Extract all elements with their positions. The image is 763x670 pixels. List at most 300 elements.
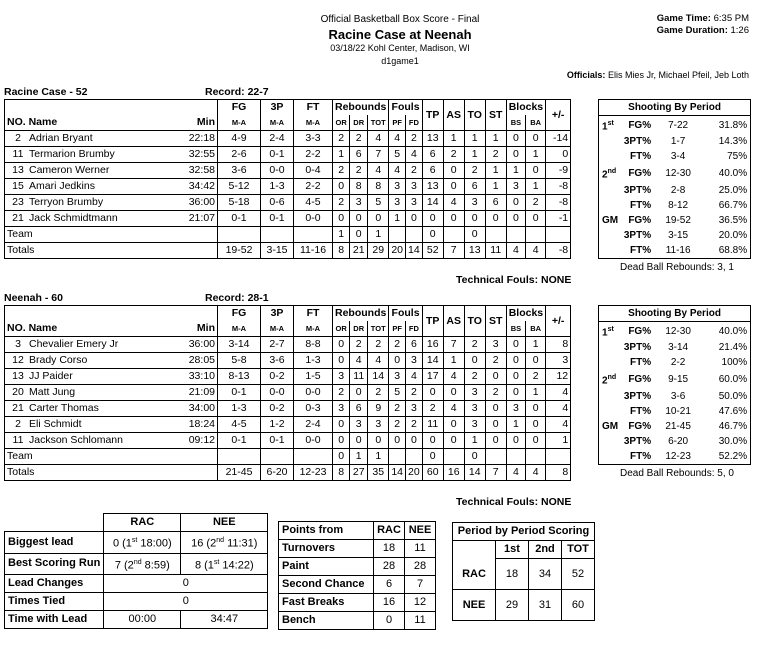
stat-cell: 14	[422, 353, 443, 369]
stat-cell: 6	[422, 163, 443, 179]
shooting-pct: 31.8%	[718, 119, 748, 131]
column-subheader: PF	[389, 321, 406, 337]
player-number: 13	[12, 370, 24, 382]
shooting-pct: 100%	[721, 357, 748, 369]
player-row	[5, 369, 571, 385]
player-row	[5, 211, 571, 227]
stat-cell: 3	[464, 195, 485, 211]
player-minutes: 18:24	[183, 417, 218, 433]
stat-cell: 0	[333, 179, 350, 195]
stat-cell: 6	[422, 147, 443, 163]
player-name	[5, 211, 184, 227]
stat-cell: 0	[464, 227, 485, 243]
player-name	[5, 353, 184, 369]
player-row	[5, 131, 571, 147]
shooting-row	[599, 228, 751, 243]
shooting-pct: 40.0%	[718, 325, 748, 337]
column-header: FT	[294, 100, 333, 116]
shooting-period	[599, 404, 619, 419]
stat-cell: 4	[406, 369, 423, 385]
player-name-text: Jackson Schlomann	[29, 434, 123, 446]
stat-cell: 0-2	[261, 369, 294, 385]
column-header-min: Min	[183, 115, 218, 131]
column-header: FG	[218, 306, 261, 322]
shooting-row	[599, 164, 751, 182]
stat-cell: 3	[506, 179, 525, 195]
stat-cell: 2	[389, 417, 406, 433]
stat-cell: 2	[485, 353, 506, 369]
column-header: Fouls	[389, 100, 422, 116]
stat-cell: 1	[443, 131, 464, 147]
stat-cell: 12	[546, 369, 571, 385]
stat-cell: 0	[485, 401, 506, 417]
player-number: 13	[12, 164, 24, 176]
stat-cell: 5	[389, 147, 406, 163]
total-cell: 29	[368, 243, 389, 259]
column-header: ST	[485, 306, 506, 337]
stat-cell: 3	[406, 179, 423, 195]
stat-cell: 0	[526, 433, 546, 449]
summary-value: 00:00	[104, 611, 181, 629]
stat-cell: 2	[333, 163, 350, 179]
game-id: d1game1	[381, 56, 419, 66]
stat-cell: 0-6	[261, 195, 294, 211]
shooting-stat-label: FG%	[628, 119, 652, 131]
total-cell: 4	[506, 243, 525, 259]
points-from-label: Turnovers	[279, 540, 374, 558]
stat-cell: 3	[546, 353, 571, 369]
player-name	[5, 195, 184, 211]
stat-cell: 1	[506, 417, 525, 433]
total-cell: 35	[368, 465, 389, 481]
shooting-pct: 66.7%	[718, 199, 748, 211]
stat-cell: 1	[485, 179, 506, 195]
team1-technical-fouls: Technical Fouls: NONE	[456, 274, 572, 286]
player-name	[5, 369, 184, 385]
shooting-row	[599, 449, 751, 465]
stat-cell: 2	[333, 385, 350, 401]
team2-boxscore	[4, 305, 571, 481]
player-row	[5, 179, 571, 195]
stat-cell: 3	[389, 179, 406, 195]
column-header: FG	[218, 100, 261, 116]
stat-cell: 5	[389, 385, 406, 401]
game-summary-table	[4, 513, 268, 629]
points-from-row	[279, 612, 436, 630]
stat-cell: 3	[485, 337, 506, 353]
total-cell: 52	[422, 243, 443, 259]
shooting-period: 2nd	[602, 374, 617, 387]
stat-cell: 0	[485, 369, 506, 385]
stat-cell: 0	[506, 147, 525, 163]
stat-cell: 0	[350, 211, 368, 227]
stat-cell: 2	[526, 369, 546, 385]
stat-cell: 4	[546, 385, 571, 401]
total-cell: 11	[485, 243, 506, 259]
points-from-table	[278, 521, 436, 630]
shooting-pct: 75%	[727, 151, 748, 163]
stat-cell: 2-4	[261, 131, 294, 147]
total-cell: 14	[464, 465, 485, 481]
period-score: 29	[496, 590, 529, 621]
stat-cell: 2	[485, 385, 506, 401]
stat-cell: 6	[485, 195, 506, 211]
stat-cell: 3	[464, 385, 485, 401]
team-row	[5, 227, 571, 243]
stat-cell: 2	[406, 163, 423, 179]
points-from-row	[279, 576, 436, 594]
points-from-row	[279, 540, 436, 558]
shooting-pct: 30.0%	[718, 435, 748, 447]
player-number: 12	[12, 354, 24, 366]
player-name-text: Carter Thomas	[29, 402, 99, 414]
total-cell: 7	[485, 465, 506, 481]
column-header: TO	[464, 100, 485, 131]
shooting-period	[599, 389, 619, 404]
points-from-value: 28	[374, 558, 405, 576]
stat-cell: 0	[464, 211, 485, 227]
player-minutes: 36:00	[183, 195, 218, 211]
stat-cell: 0	[422, 385, 443, 401]
shooting-stat-label: 3PT%	[623, 136, 652, 148]
total-cell: -8	[546, 243, 571, 259]
player-name-text: Amari Jedkins	[29, 180, 95, 192]
stat-cell: 5-18	[218, 195, 261, 211]
game-duration-label: Game Duration:	[656, 25, 728, 36]
stat-cell: 5-8	[218, 353, 261, 369]
stat-cell: 2-4	[294, 417, 333, 433]
stat-cell: 1-5	[294, 369, 333, 385]
stat-cell: -14	[546, 131, 571, 147]
stat-cell: 16	[422, 337, 443, 353]
stat-cell: 0-1	[218, 433, 261, 449]
stat-cell: 0	[406, 433, 423, 449]
totals-label: Totals	[5, 243, 184, 259]
stat-cell: 1	[526, 385, 546, 401]
stat-cell: 6	[464, 179, 485, 195]
player-row	[5, 353, 571, 369]
stat-cell: 2	[350, 131, 368, 147]
stat-cell: 4-9	[218, 131, 261, 147]
stat-cell: 0-0	[294, 385, 333, 401]
summary-value: 7 (2nd 8:59)	[104, 553, 181, 575]
shooting-row	[599, 404, 751, 419]
stat-cell: 0-0	[294, 211, 333, 227]
stat-cell: 0	[350, 385, 368, 401]
shooting-stat-label: FT%	[630, 450, 652, 462]
player-minutes: 32:58	[183, 163, 218, 179]
column-header-player: NO. Name	[5, 321, 184, 337]
summary-row-biggest-lead	[5, 532, 268, 554]
total-cell: 13	[464, 243, 485, 259]
stat-cell: 0	[526, 211, 546, 227]
summary-label: Time with Lead	[5, 611, 104, 629]
player-row	[5, 337, 571, 353]
stat-cell: 2	[333, 195, 350, 211]
total-cell: 19-52	[218, 243, 261, 259]
team-row-label: Team	[5, 449, 184, 465]
stat-cell: 0	[333, 417, 350, 433]
stat-cell: 0	[406, 211, 423, 227]
stat-cell: 2	[368, 337, 389, 353]
shooting-made-attempted: 6-20	[668, 435, 689, 447]
points-from-rac-header: RAC	[374, 522, 405, 540]
stat-cell: 0	[506, 337, 525, 353]
stat-cell: 0	[506, 211, 525, 227]
stat-cell: 0-0	[294, 433, 333, 449]
shooting-row	[599, 134, 751, 149]
shooting-table	[598, 305, 751, 465]
player-name	[5, 163, 184, 179]
shooting-made-attempted: 11-16	[665, 244, 691, 256]
officials	[567, 70, 749, 80]
points-from-title: Points from	[279, 522, 374, 540]
stat-cell: 1	[546, 433, 571, 449]
player-name-text: Cameron Werner	[29, 164, 110, 176]
stat-cell: 8	[350, 179, 368, 195]
period-score-total: 52	[562, 559, 595, 590]
stat-cell: 0	[506, 369, 525, 385]
stat-cell: 2	[368, 385, 389, 401]
player-number: 3	[15, 338, 21, 350]
stat-cell: 2	[389, 401, 406, 417]
summary-label: Best Scoring Run	[5, 553, 104, 575]
stat-cell: 0	[443, 417, 464, 433]
summary-rac-header: RAC	[104, 514, 181, 532]
game-title: Racine Case at Neenah	[328, 27, 472, 42]
stat-cell: 8	[546, 337, 571, 353]
summary-nee-header: NEE	[181, 514, 268, 532]
stat-cell: 3	[368, 417, 389, 433]
stat-cell: 1	[526, 179, 546, 195]
team2-shooting-by-period	[598, 305, 751, 465]
player-number: 20	[12, 386, 24, 398]
player-row	[5, 163, 571, 179]
stat-cell: 1	[350, 449, 368, 465]
shooting-pct: 20.0%	[718, 229, 748, 241]
stat-cell: 1	[464, 433, 485, 449]
stat-cell: 0-1	[218, 385, 261, 401]
period-score-total: 60	[562, 590, 595, 621]
stat-cell: 2	[464, 369, 485, 385]
shooting-period	[599, 340, 619, 355]
stat-cell: 13	[422, 131, 443, 147]
shooting-stat-label: FG%	[628, 214, 652, 226]
column-header-blank	[5, 306, 184, 322]
officials-label: Officials:	[566, 70, 606, 80]
stat-cell: 0	[333, 433, 350, 449]
player-number: 15	[12, 180, 24, 192]
stat-cell: 3-6	[218, 163, 261, 179]
shooting-made-attempted: 2-2	[670, 357, 686, 369]
stat-cell: 3	[333, 369, 350, 385]
player-name	[5, 147, 184, 163]
shooting-stat-label: 3PT%	[623, 184, 652, 196]
column-subheader: FD	[406, 115, 423, 131]
stat-cell: 3-14	[218, 337, 261, 353]
period-scoring-row	[453, 559, 595, 590]
summary-label: Biggest lead	[5, 532, 104, 554]
stat-cell: 0-1	[261, 147, 294, 163]
shooting-row	[599, 213, 751, 228]
shooting-made-attempted: 19-52	[665, 214, 691, 226]
shooting-stat-label: FT%	[630, 199, 652, 211]
stat-cell: 0	[464, 353, 485, 369]
shooting-table	[598, 99, 751, 259]
shooting-pct: 46.7%	[718, 420, 748, 432]
shooting-made-attempted: 21-45	[665, 420, 691, 432]
shooting-made-attempted: 1-7	[670, 136, 686, 148]
shooting-stat-label: FT%	[630, 151, 652, 163]
column-header-blank	[5, 100, 184, 116]
player-row	[5, 385, 571, 401]
stat-cell: 0	[368, 433, 389, 449]
shooting-title: Shooting By Period	[599, 306, 751, 322]
stat-cell: 2	[443, 147, 464, 163]
stat-cell: 0	[506, 385, 525, 401]
points-from-value: 12	[405, 594, 436, 612]
column-header: Fouls	[389, 306, 422, 322]
stat-cell: 6	[350, 401, 368, 417]
total-cell: 7	[443, 243, 464, 259]
stat-cell: -1	[546, 211, 571, 227]
stat-cell: 2	[464, 337, 485, 353]
summary-value: 0	[104, 575, 268, 593]
stat-cell: 2	[485, 147, 506, 163]
stat-cell: 0-0	[261, 163, 294, 179]
stat-cell: 3	[464, 401, 485, 417]
game-time-label: Game Time:	[656, 13, 711, 24]
summary-row-times-tied	[5, 593, 268, 611]
player-name	[5, 131, 184, 147]
stat-cell: 0-3	[294, 401, 333, 417]
summary-row-time-with-lead	[5, 611, 268, 629]
column-header: 3P	[261, 100, 294, 116]
shooting-period	[599, 355, 619, 370]
total-cell: 3-15	[261, 243, 294, 259]
shooting-made-attempted: 10-21	[665, 405, 691, 417]
player-number: 23	[12, 196, 24, 208]
boxscore-table	[4, 305, 571, 481]
shooting-row	[599, 370, 751, 388]
player-minutes: 36:00	[183, 337, 218, 353]
officials-value: Elis Mies Jr, Michael Pfeil, Jeb Loth	[607, 70, 749, 80]
total-cell: 8	[333, 465, 350, 481]
shooting-title: Shooting By Period	[599, 100, 751, 116]
shooting-made-attempted: 3-6	[670, 390, 686, 402]
shooting-period: 1st	[602, 120, 614, 133]
shooting-row	[599, 183, 751, 198]
stat-cell: 1-3	[261, 179, 294, 195]
shooting-pct: 14.3%	[718, 136, 748, 148]
player-name-text: Matt Jung	[29, 386, 76, 398]
player-name-text: JJ Paider	[29, 370, 73, 382]
points-from-value: 6	[374, 576, 405, 594]
stat-cell: 1	[443, 353, 464, 369]
column-header-blank	[183, 100, 218, 116]
period-scoring-row	[453, 590, 595, 621]
shooting-period	[599, 134, 619, 149]
stat-cell: 3-6	[261, 353, 294, 369]
stat-cell: 4	[443, 401, 464, 417]
player-name-text: Brady Corso	[29, 354, 88, 366]
column-header: TO	[464, 306, 485, 337]
stat-cell: 0	[443, 433, 464, 449]
summary-label: Lead Changes	[5, 575, 104, 593]
shooting-stat-label: FG%	[628, 325, 652, 337]
stat-cell: 9	[368, 401, 389, 417]
stat-cell: 0	[422, 433, 443, 449]
shooting-row	[599, 434, 751, 449]
stat-cell: 0	[443, 385, 464, 401]
period-team: RAC	[453, 559, 496, 590]
stat-cell: 4	[546, 401, 571, 417]
player-minutes: 33:10	[183, 369, 218, 385]
stat-cell: -8	[546, 179, 571, 195]
stat-cell: 0	[464, 449, 485, 465]
summary-value: 16 (2nd 11:31)	[181, 532, 268, 554]
column-subheader: M-A	[218, 115, 261, 131]
column-header-min: Min	[183, 321, 218, 337]
player-minutes: 34:42	[183, 179, 218, 195]
stat-cell: 2-2	[294, 147, 333, 163]
points-from-row	[279, 558, 436, 576]
shooting-made-attempted: 12-30	[665, 167, 691, 179]
stat-cell: 7	[368, 147, 389, 163]
stat-cell: 4	[368, 353, 389, 369]
stat-cell: 2	[406, 131, 423, 147]
stat-cell: 1	[464, 131, 485, 147]
total-cell: 6-20	[261, 465, 294, 481]
total-cell: 14	[406, 243, 423, 259]
column-header: AS	[443, 100, 464, 131]
period-scoring-table	[452, 522, 595, 621]
stat-cell: 1	[506, 163, 525, 179]
total-cell: 8	[333, 243, 350, 259]
team2-record: Record: 28-1	[205, 292, 269, 304]
column-header: Rebounds	[333, 306, 389, 322]
stat-cell: 4	[443, 369, 464, 385]
column-subheader: BA	[526, 321, 546, 337]
shooting-period: 1st	[602, 326, 614, 339]
shooting-period: GM	[602, 420, 619, 432]
stat-cell: 11	[350, 369, 368, 385]
shooting-pct: 40.0%	[718, 167, 748, 179]
report-subtitle: Official Basketball Box Score - Final	[320, 14, 480, 25]
stat-cell: -9	[546, 163, 571, 179]
stat-cell: 0	[485, 417, 506, 433]
stat-cell: 1	[485, 131, 506, 147]
shooting-made-attempted: 7-22	[668, 119, 689, 131]
stat-cell: 3	[506, 401, 525, 417]
totals-label: Totals	[5, 465, 184, 481]
stat-cell: 1-3	[294, 353, 333, 369]
totals-row	[5, 243, 571, 259]
shooting-made-attempted: 3-14	[668, 342, 689, 354]
stat-cell: 6	[406, 337, 423, 353]
stat-cell: 3	[333, 401, 350, 417]
shooting-row	[599, 149, 751, 164]
stat-cell: 3	[389, 369, 406, 385]
stat-cell: 17	[422, 369, 443, 385]
stat-cell: 0-1	[218, 211, 261, 227]
stat-cell: 2	[406, 385, 423, 401]
stat-cell: 1	[333, 147, 350, 163]
stat-cell: 4	[368, 163, 389, 179]
team1-boxscore	[4, 99, 571, 259]
period-column-header: 1st	[496, 541, 529, 559]
player-name	[5, 433, 184, 449]
